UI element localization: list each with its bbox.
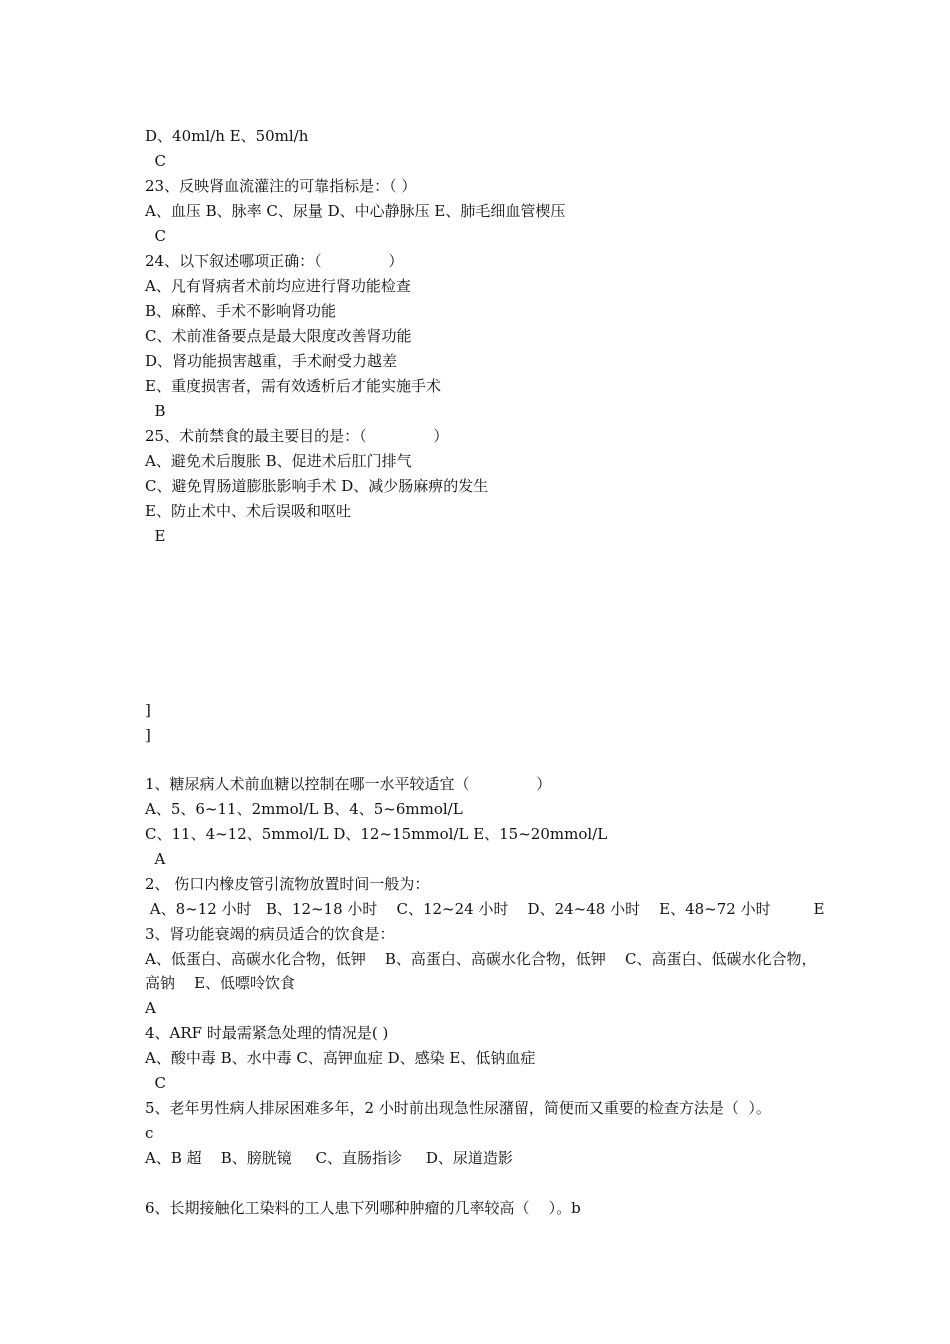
- text-line: D、40ml/h E、50ml/h: [145, 127, 309, 145]
- bracket-line: ]: [145, 726, 151, 744]
- option-a: A、凡有肾病者术前均应进行肾功能检查: [145, 277, 411, 295]
- question-24: 24、以下叙述哪项正确：（ ）: [145, 252, 404, 270]
- answer-line: C: [145, 1074, 167, 1092]
- option-c: C、术前准备要点是最大限度改善肾功能: [145, 327, 412, 345]
- options-line: C、避免胃肠道膨胀影响手术 D、减少肠麻痹的发生: [145, 477, 489, 495]
- options-line: A、酸中毒 B、水中毒 C、高钾血症 D、感染 E、低钠血症: [145, 1049, 536, 1067]
- answer-line: E: [145, 527, 166, 545]
- options-line: A、5、6~11、2mmol/L B、4、5~6mmol/L: [145, 800, 463, 818]
- options-line: A、血压 B、脉率 C、尿量 D、中心静脉压 E、肺毛细血管楔压: [145, 202, 566, 220]
- question-1: 1、糖尿病人术前血糖以控制在哪一水平较适宜（ ）: [145, 775, 552, 793]
- question-3: 3、肾功能衰竭的病员适合的饮食是：: [145, 925, 395, 943]
- bracket-line: ]: [145, 701, 151, 719]
- options-line: 高钠 E、低嘌呤饮食: [145, 974, 296, 992]
- options-line: C、11、4~12、5mmol/L D、12~15mmol/L E、15~20mmol/L: [145, 825, 608, 843]
- options-line: A、避免术后腹胀 B、促进术后肛门排气: [145, 452, 412, 470]
- option-b: B、麻醉、手术不影响肾功能: [145, 302, 337, 320]
- question-5: 5、老年男性病人排尿困难多年，2 小时前出现急性尿潴留，简便而又重要的检查方法是（ ）。: [145, 1099, 771, 1117]
- question-2: 2、 伤口内橡皮管引流物放置时间一般为：: [145, 875, 430, 893]
- options-line: A、B 超 B、膀胱镜 C、直肠指诊 D、尿道造影: [145, 1149, 513, 1167]
- question-6: 6、长期接触化工染料的工人患下列哪种肿瘤的几率较高（ ）。b: [145, 1199, 581, 1217]
- answer-line: C: [145, 227, 167, 245]
- options-line: A、低蛋白、高碳水化合物，低钾 B、高蛋白、高碳水化合物，低钾 C、高蛋白、低碳水化合物，: [145, 950, 817, 968]
- answer-line: B: [145, 402, 166, 420]
- option-e: E、防止术中、术后误吸和呕吐: [145, 502, 351, 520]
- answer-line: c: [145, 1124, 154, 1142]
- answer-line: A: [145, 999, 156, 1017]
- options-line: A、8~12 小时 B、12~18 小时 C、12~24 小时 D、24~48 小时 E、48~72 小时 E: [145, 900, 825, 918]
- question-25: 25、术前禁食的最主要目的是：（ ）: [145, 427, 449, 445]
- answer-line: A: [145, 850, 166, 868]
- option-d: D、肾功能损害越重，手术耐受力越差: [145, 352, 398, 370]
- answer-line: C: [145, 152, 167, 170]
- question-23: 23、反映肾血流灌注的可靠指标是：（ ）: [145, 177, 417, 195]
- option-e: E、重度损害者，需有效透析后才能实施手术: [145, 377, 441, 395]
- question-4: 4、ARF 时最需紧急处理的情况是( ): [145, 1024, 389, 1042]
